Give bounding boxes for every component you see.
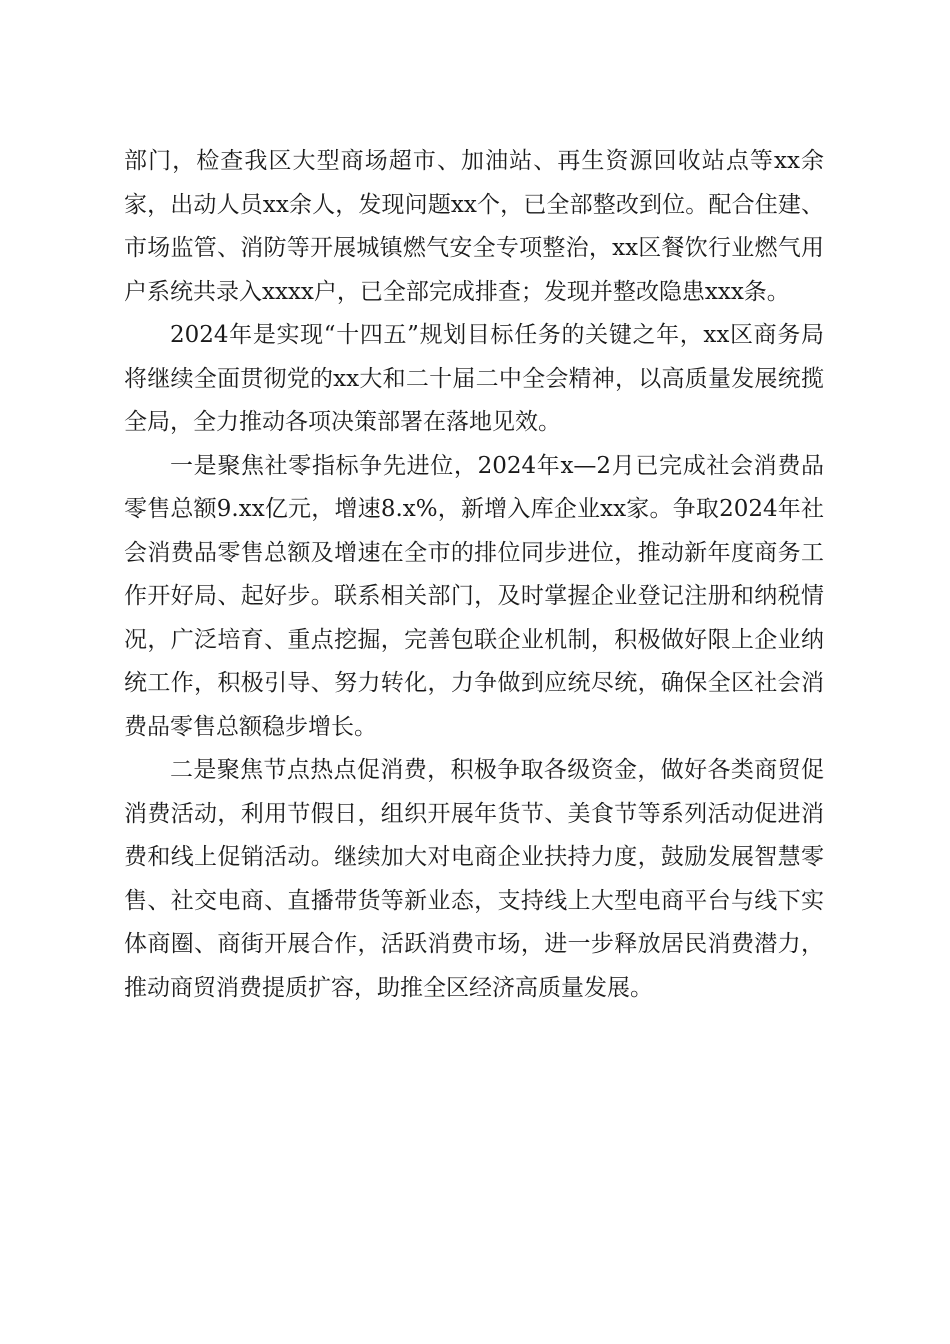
paragraph-2024-outlook: 2024年是实现“十四五”规划目标任务的关键之年，xx区商务局将继续全面贯彻党的xx大和二十届二中全会精神，以高质量发展统揽全局，全力推动各项决策部署在落地见效。 xyxy=(124,322,824,435)
paragraph-retail-index: 一是聚焦社零指标争先进位，2024年x—2月已完成社会消费品零售总额9.xx亿元，增速8.x%，新增入库企业xx家。争取2024年社会消费品零售总额及增速在全市的排位同步进位，推动新年度商务工作开好局、起好步。联系相关部门，及时掌握企业登记注册和纳税情况，广泛培育、重点挖掘，完善包联企业机制，积极做好限上企业纳统工作，积极引导、努力转化，力争做到应统尽统，确保全区社会消费品零售总额稳步增长。 xyxy=(124,452,824,740)
paragraph-inspection-results: 部门，检查我区大型商场超市、加油站、再生资源回收站点等xx余家，出动人员xx余人，发现问题xx个，已全部整改到位。配合住建、市场监管、消防等开展城镇燃气安全专项整治，xx区餐饮行业燃气用户系统共录入xxxx户，已全部完成排查；发现并整改隐患xxx条。 xyxy=(124,148,824,305)
paragraph-consumption-promotion: 二是聚焦节点热点促消费，积极争取各级资金，做好各类商贸促消费活动，利用节假日，组织开展年货节、美食节等系列活动促进消费和线上促销活动。继续加大对电商企业扶持力度，鼓励发展智慧零售、社交电商、直播带货等新业态，支持线上大型电商平台与线下实体商圈、商街开展合作，活跃消费市场，进一步释放居民消费潜力，推动商贸消费提质扩容，助推全区经济高质量发展。 xyxy=(124,757,824,1001)
document-body xyxy=(124,140,824,1010)
